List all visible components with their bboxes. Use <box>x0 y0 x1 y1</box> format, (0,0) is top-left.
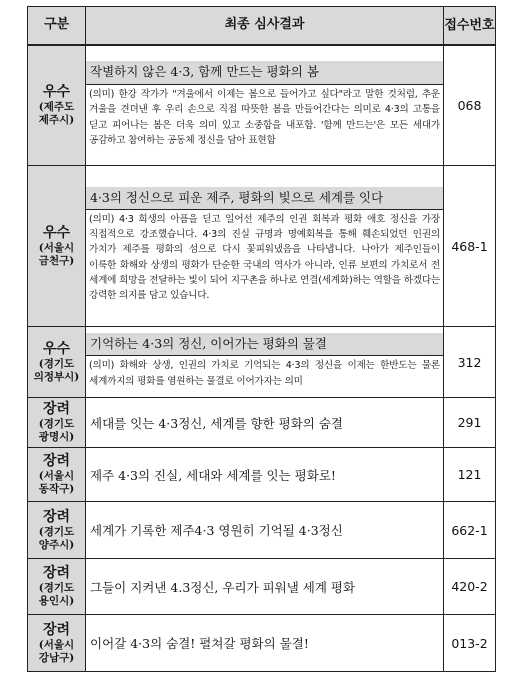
slogan-title: 세대를 잇는 4·3정신, 세계를 향한 평화의 숨결 <box>90 415 343 431</box>
entry-number: 662-1 <box>444 502 496 559</box>
slogan-title: 기억하는 4·3의 정신, 이어가는 평화의 물결 <box>86 333 443 356</box>
slogan-meaning: (의미) 화해와 상생, 인권의 가치로 기억되는 4·3의 정신을 이제는 한반도는 물론 세계까지의 평화를 염원하는 물결로 이어가자는 의미 <box>89 360 440 387</box>
grade-label: 우수 <box>42 224 71 241</box>
result-cell <box>86 45 444 166</box>
header-result: 최종 심사결과 <box>86 7 444 46</box>
table-row <box>28 615 496 672</box>
slogan-title: 세계가 기록한 제주4·3 영원히 기억될 4·3정신 <box>90 523 343 538</box>
result-cell <box>86 398 444 448</box>
entry-number: 121 <box>444 448 496 502</box>
slogan-title: 이어갈 4·3의 숨결! 펼쳐갈 평화의 물결! <box>90 636 309 651</box>
result-cell <box>86 166 444 327</box>
region-label: (경기도 용인시) <box>38 582 75 607</box>
entry-number: 420-2 <box>444 559 496 615</box>
header-number: 접수번호 <box>444 7 496 46</box>
grade-label: 장려 <box>42 453 71 469</box>
table-row <box>28 448 496 502</box>
table-row <box>28 45 496 166</box>
entry-number: 468-1 <box>444 166 496 327</box>
slogan-meaning: (의미) 4·3 희생의 아픔을 딛고 일어선 제주의 인권 회복과 평화 애호 정신을 가장 직접적으로 강조했습니다. 4·3의 진실 규명과 명예회복을 통해 훼손되었던 인권의 가치가 제주를 평화의 섬으로 다시 꽃피워냈음을 나타냅니다. 나아가 제주인들이 이룩한 화해와 상생의 평화가 단순한 국내의 역사가 아니라, 인류 보편의 가치로서 전 세계에 희망을 전달하는 빛이 되어 지구촌을 하나로 연결(세계화)하는 역할을 하겠다는 강력한 의지를 담고 있습니다. <box>89 213 440 302</box>
entry-number: 312 <box>444 327 496 398</box>
grade-label: 장려 <box>42 565 71 581</box>
grade-label: 장려 <box>42 621 71 638</box>
region-label: (서울시 금천구) <box>38 241 75 267</box>
result-cell <box>86 327 444 398</box>
result-cell <box>86 502 444 559</box>
category-cell <box>28 327 86 398</box>
slogan-meaning: (의미) 한강 작가가 "겨울에서 이제는 봄으로 들어가고 싶다"라고 말한 것처럼, 추운 겨울을 견뎌낸 후 우리 손으로 직접 따뜻한 봄을 만들어간다는 의미로 4·3의 고통을 딛고 피어나는 봄은 더욱 의미 있고 소중함을 내포함. '함께 만드는'은 모든 세대가 공감하고 참여하는 공동체 정신을 담아 표현함 <box>89 88 440 146</box>
region-label: (경기도 광명시) <box>38 418 75 443</box>
table-row <box>28 502 496 559</box>
category-cell <box>28 45 86 166</box>
table-row <box>28 327 496 398</box>
category-cell <box>28 448 86 502</box>
region-label: (제주도 제주시) <box>38 101 75 126</box>
result-cell <box>86 615 444 672</box>
region-label: (경기도 의정부시) <box>33 357 80 383</box>
table-row <box>28 398 496 448</box>
header-category: 구분 <box>28 7 86 46</box>
result-cell <box>86 448 444 502</box>
table-row <box>28 559 496 615</box>
entry-number: 013-2 <box>444 615 496 672</box>
grade-label: 우수 <box>42 340 71 357</box>
results-table <box>27 6 496 672</box>
table-row <box>28 166 496 327</box>
grade-label: 장려 <box>42 401 71 417</box>
header-row <box>28 7 496 46</box>
category-cell <box>28 559 86 615</box>
category-cell <box>28 166 86 327</box>
entry-number: 291 <box>444 398 496 448</box>
region-label: (경기도 양주시) <box>38 525 75 551</box>
grade-label: 장려 <box>42 508 71 525</box>
slogan-title: 작별하지 않은 4·3, 함께 만드는 평화의 봄 <box>86 61 443 85</box>
result-cell <box>86 559 444 615</box>
slogan-title: 제주 4·3의 진실, 세대와 세계를 잇는 평화로! <box>90 467 336 483</box>
region-label: (서울시 동작구) <box>38 470 75 495</box>
category-cell <box>28 502 86 559</box>
region-label: (서울시 강남구) <box>38 638 75 664</box>
entry-number: 068 <box>444 45 496 166</box>
slogan-title: 그들이 지켜낸 4.3정신, 우리가 피워낼 세계 평화 <box>90 579 356 595</box>
category-cell <box>28 615 86 672</box>
slogan-title: 4·3의 정신으로 피운 제주, 평화의 빛으로 세계를 잇다 <box>86 187 443 210</box>
category-cell <box>28 398 86 448</box>
grade-label: 우수 <box>42 84 71 100</box>
